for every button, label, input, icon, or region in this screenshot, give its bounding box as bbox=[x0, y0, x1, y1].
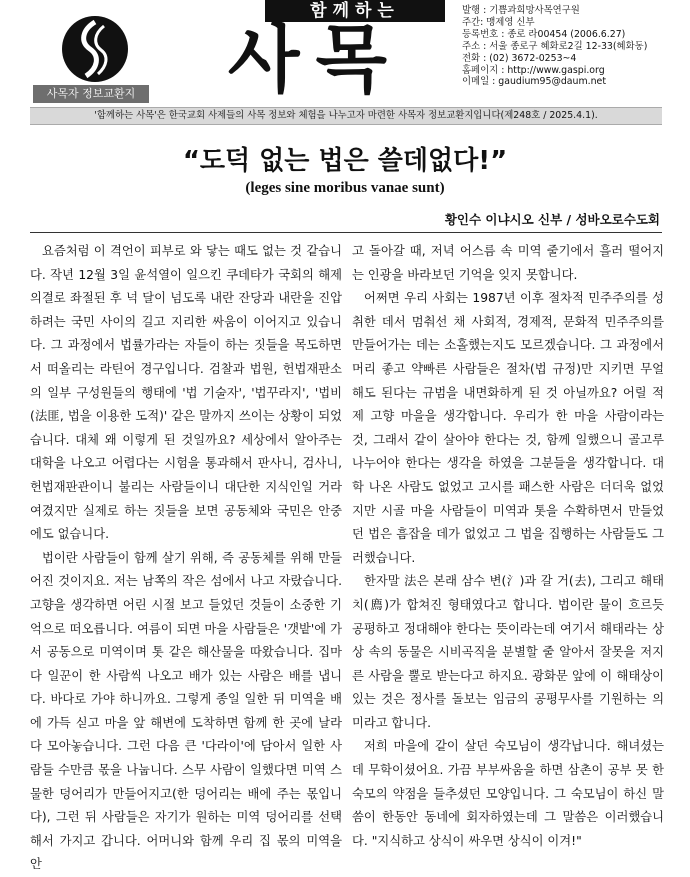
paragraph: 요즘처럼 이 격언이 피부로 와 닿는 때도 없는 것 같습니다. 작년 12월 3일 윤석열이 일으킨 쿠데타가 국회의 해제 의결로 좌절된 후 넉 달이 넘도록 내란 잔당과 내란을 진압하려는 국민 사이의 길고 지리한 싸움이 이어지고 있습니다. 그 과정에서 법률가라는 자들이 하는 짓들을 목도하면서 떠올리는 라틴어 경구입니다. 검찰과 법원, 헌법재판소의 일부 구성원들의 행태에 '법 기술자', '법꾸라지', '법비(法匪, 법을 이용한 도적)' 같은 말까지 쓰이는 상황이 되었습니다. 대체 왜 이렇게 된 것일까요? 세상에서 알아주는 대학을 나오고 어렵다는 시험을 통과해서 판사니, 검사니, 헌법재판관이니 불리는 사람들이니 대단한 지식인일 거라 여겼지만 실제로 하는 짓들을 보면 공동체와 국민은 안중에도 없습니다. bbox=[30, 244, 342, 542]
article-column-left bbox=[30, 240, 342, 872]
info-phone: 전화 : (02) 3672-0253~4 bbox=[462, 52, 577, 64]
issue-banner: '함께하는 사목'은 한국교회 사제들의 사목 정보와 체험을 나누고자 마련한 사목자 정보교환지입니다(제248호 / 2025.4.1). bbox=[30, 107, 662, 125]
article-subtitle: (leges sine moribus vanae sunt) bbox=[245, 180, 445, 196]
info-publisher: 발행 : 기쁨과희망사목연구원 bbox=[462, 5, 580, 16]
divider bbox=[30, 232, 662, 233]
article-author: 황인수 이냐시오 신부 / 성바오로수도회 bbox=[444, 212, 660, 227]
paragraph: 한자말 法은 본래 삼수 변(氵)과 갈 거(去), 그리고 해태 치(廌)가 합쳐진 형태였다고 합니다. 법이란 물이 흐르듯 공평하고 정대해야 한다는 뜻이라는데 여기서 해태라는 상상 속의 동물은 시비곡직을 분별할 줄 알아서 잘못을 저지른 사람을 뿔로 받는다고 하지요. 광화문 앞에 이 해태상이 있는 것은 정사를 돌보는 임금의 공평무사를 기원하는 의미라고 합니다. bbox=[352, 574, 664, 730]
masthead bbox=[0, 0, 690, 108]
paragraph: 법이란 사람들이 함께 살기 위해, 즉 공동체를 위해 만들어진 것이지요. 저는 남쪽의 작은 섬에서 나고 자랐습니다. 고향을 생각하면 어린 시절 보고 들었던 것들이 소중한 기억으로 떠오릅니다. 여름이 되면 마을 사람들은 '갯밭'에 가서 공동으로 미역이며 톳 같은 해산물을 따왔습니다. 집마다 일꾼이 한 사람씩 나오고 배가 있는 사람은 배를 냅니다. 바다로 가야 하니까요. 그렇게 종일 일한 뒤 미역을 배에 가득 싣고 마을 앞 해변에 도착하면 함께 한 곳에 날라다 모아놓습니다. 그런 다음 큰 '다라이'에 담아서 일한 사람들 수만큼 몫을 나눕니다. 스무 사람이 일했다면 미역 스물한 덩어리가 만들어지고(한 덩어리는 배에 주는 몫입니다), 그런 뒤 사람들은 자기가 원하는 미역 덩어리를 선택해서 가지고 갑니다. 어머니와 함께 우리 집 몫의 미역을 안 bbox=[30, 550, 342, 872]
paragraph: 어쩌면 우리 사회는 1987년 이후 절차적 민주주의를 성취한 데서 멈춰선 채 사회적, 경제적, 문화적 민주주의를 만들어가는 데는 소홀했는지도 모르겠습니다. 그 과정에서 머리 좋고 약빠른 사람들은 절차(법 규정)만 지키면 무얼 해도 된다는 규범을 내면화하게 된 것 아닐까요? 어릴 적 제 고향 마을을 생각합니다. 우리가 한 마을 사람이라는 것, 그래서 같이 살아야 한다는 것, 함께 일했으니 골고루 나누어야 한다는 생각을 하였을 그분들을 생각합니다. 대학 나온 사람도 없었고 고시를 패스한 사람은 더더욱 없었지만 시골 마을 사람들이 미역과 톳을 수확하면서 만들었던 법은 흠잡을 데가 없었고 그 법을 집행하는 사람들도 그러했습니다. bbox=[352, 291, 664, 565]
article-column-right bbox=[352, 240, 664, 855]
info-email[interactable]: 이메일 : gaudium95@daum.net bbox=[462, 76, 606, 88]
logo-emblem bbox=[62, 16, 128, 82]
masthead-tagline: 사목자 정보교환지 bbox=[33, 85, 149, 103]
masthead-subtitle: 함께하는 bbox=[265, 0, 445, 22]
info-editor: 주간: 맹제영 신부 bbox=[462, 16, 535, 28]
info-registration: 등록번호 : 종로 라00454 (2006.6.27) bbox=[462, 28, 626, 40]
paragraph: 저희 마을에 같이 살던 숙모님이 생각납니다. 해녀셨는데 무학이셨어요. 가끔 부부싸움을 하면 삼촌이 공부 못 한 숙모의 약점을 들추셨던 모양입니다. 그 숙모님이 하신 말씀이 한동안 동네에 회자하였는데 그 말씀은 이러했습니다. "지식하고 상식이 싸우면 상식이 이겨!" bbox=[352, 739, 664, 848]
article-title: “도덕 없는 법은 쓸데없다!” bbox=[182, 146, 508, 176]
publication-info bbox=[462, 5, 687, 88]
info-homepage[interactable]: 홈페이지 : http://www.gaspi.org bbox=[462, 64, 605, 76]
info-address: 주소 : 서울 종로구 혜화로2길 12-33(혜화동) bbox=[462, 40, 648, 52]
masthead-title: 사목 bbox=[228, 17, 403, 103]
paragraph: 고 돌아갈 때, 저녁 어스름 속 미역 줄기에서 흘러 떨어지는 인광을 바라보던 기억을 잊지 못합니다. bbox=[352, 244, 664, 282]
